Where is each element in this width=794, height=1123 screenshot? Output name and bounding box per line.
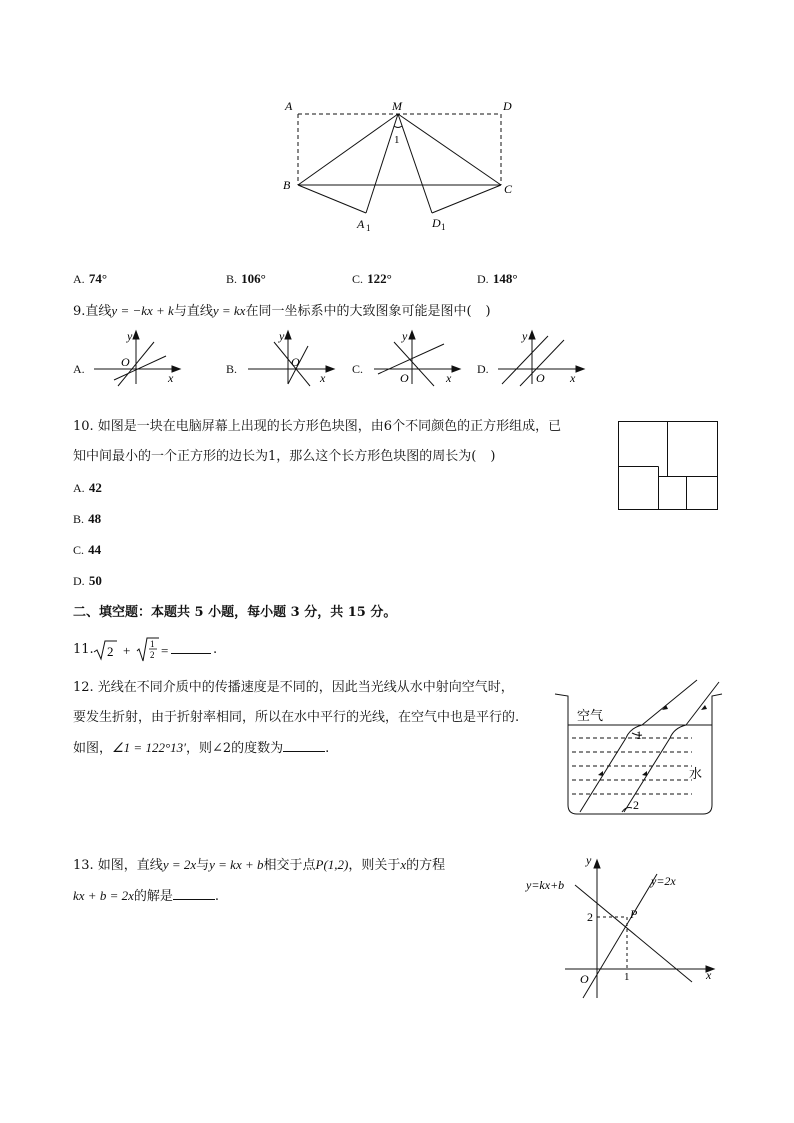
- label-D1: D: [432, 216, 441, 230]
- label-D: D: [503, 99, 512, 113]
- q9-graph-d[interactable]: [494, 328, 589, 388]
- q13-answer-blank[interactable]: [173, 887, 215, 900]
- q11-answer-blank[interactable]: [171, 641, 211, 654]
- q12-answer-blank[interactable]: [283, 739, 325, 752]
- q8-figure: [270, 95, 530, 235]
- svg-text:2: 2: [633, 798, 639, 812]
- q8-option-b[interactable]: B. 106°: [226, 271, 266, 286]
- section-heading-fill-blank: 二、填空题：本题共 5 小题，每小题 3 分，共 15 分。: [73, 605, 397, 620]
- svg-text:x: x: [706, 968, 712, 982]
- q12-stem-line3: 如图，∠1 = 122°13′，则∠2的度数为 .: [73, 740, 330, 756]
- svg-text:+: +: [123, 643, 131, 658]
- svg-text:1: 1: [441, 222, 446, 232]
- svg-text:y: y: [586, 853, 592, 867]
- sqrt-expression: [93, 637, 175, 663]
- label-M: M: [392, 99, 402, 113]
- svg-text:O: O: [400, 371, 409, 385]
- q13-stem-line2: kx + b = 2x的解是 .: [73, 888, 220, 904]
- svg-text:P: P: [630, 907, 638, 921]
- q10-option-a[interactable]: A. 42: [73, 480, 102, 495]
- svg-text:2: 2: [150, 650, 155, 660]
- q9-graph-b[interactable]: [244, 328, 339, 388]
- q12-stem-line2: 要发生折射，由于折射率相同，所以在水中平行的光线，在空气中也是平行的.: [73, 710, 520, 725]
- q9-option-d-letter[interactable]: D.: [477, 362, 489, 376]
- label-B: B: [283, 178, 291, 192]
- svg-text:y: y: [402, 329, 408, 343]
- svg-text:2: 2: [587, 910, 593, 924]
- svg-text:1: 1: [366, 223, 371, 233]
- svg-text:2: 2: [107, 644, 114, 659]
- svg-text:y: y: [127, 329, 133, 343]
- q10-stem-line1: 10. 如图是一块在电脑屏幕上出现的长方形色块图，由6个不同颜色的正方形组成，已: [73, 419, 562, 434]
- q12-stem-line1: 12. 光线在不同介质中的传播速度是不同的，因此当光线从水中射向空气时，: [73, 680, 514, 695]
- q13-stem-line1: 13. 如图，直线y = 2x与y = kx + b相交于点P(1,2)，则关于x的方程: [73, 857, 446, 873]
- svg-text:x: x: [168, 371, 174, 385]
- label-A: A: [285, 99, 293, 113]
- q10-option-c[interactable]: C. 44: [73, 542, 102, 557]
- q10-option-b[interactable]: B. 48: [73, 511, 102, 526]
- svg-text:O: O: [536, 371, 545, 385]
- svg-text:O: O: [291, 355, 300, 369]
- q10-stem-line2: 知中间最小的一个正方形的边长为1，那么这个长方形色块图的周长为( ): [73, 449, 496, 464]
- svg-text:y: y: [522, 329, 528, 343]
- q8-option-a[interactable]: A. 74°: [73, 271, 108, 286]
- q10-figure-squares: [616, 420, 720, 512]
- q8-option-d[interactable]: D. 148°: [477, 271, 518, 286]
- label-A1: A: [357, 217, 365, 231]
- angle-1-label: 1: [394, 134, 400, 146]
- q9-option-a-letter[interactable]: A.: [73, 362, 85, 376]
- svg-text:1: 1: [150, 639, 155, 649]
- svg-text:1: 1: [624, 971, 630, 983]
- svg-text:=: =: [161, 643, 169, 658]
- svg-text:水: 水: [689, 766, 703, 781]
- q9-graph-c[interactable]: [370, 328, 465, 388]
- svg-text:y: y: [279, 329, 285, 343]
- q10-option-d[interactable]: D. 50: [73, 573, 102, 588]
- q12-figure-refraction: [553, 676, 725, 820]
- q8-option-c[interactable]: C. 122°: [352, 271, 392, 286]
- q9-option-b-letter[interactable]: B.: [226, 362, 238, 376]
- q9-graph-a[interactable]: [90, 328, 185, 388]
- q9-stem: 9.直线y = −kx + k与直线y = kx在同一坐标系中的大致图象可能是图中( ): [73, 303, 491, 319]
- svg-text:x: x: [320, 371, 326, 385]
- svg-text:O: O: [121, 355, 130, 369]
- svg-text:空气: 空气: [577, 708, 604, 723]
- svg-text:1: 1: [636, 728, 642, 742]
- svg-text:x: x: [570, 371, 576, 385]
- q13-figure-graph: [520, 852, 725, 1002]
- svg-text:O: O: [580, 972, 589, 986]
- svg-text:y=2x: y=2x: [651, 874, 676, 888]
- q9-option-c-letter[interactable]: C.: [352, 362, 364, 376]
- svg-text:x: x: [446, 371, 452, 385]
- svg-text:y=kx+b: y=kx+b: [526, 878, 565, 892]
- label-C: C: [504, 182, 513, 196]
